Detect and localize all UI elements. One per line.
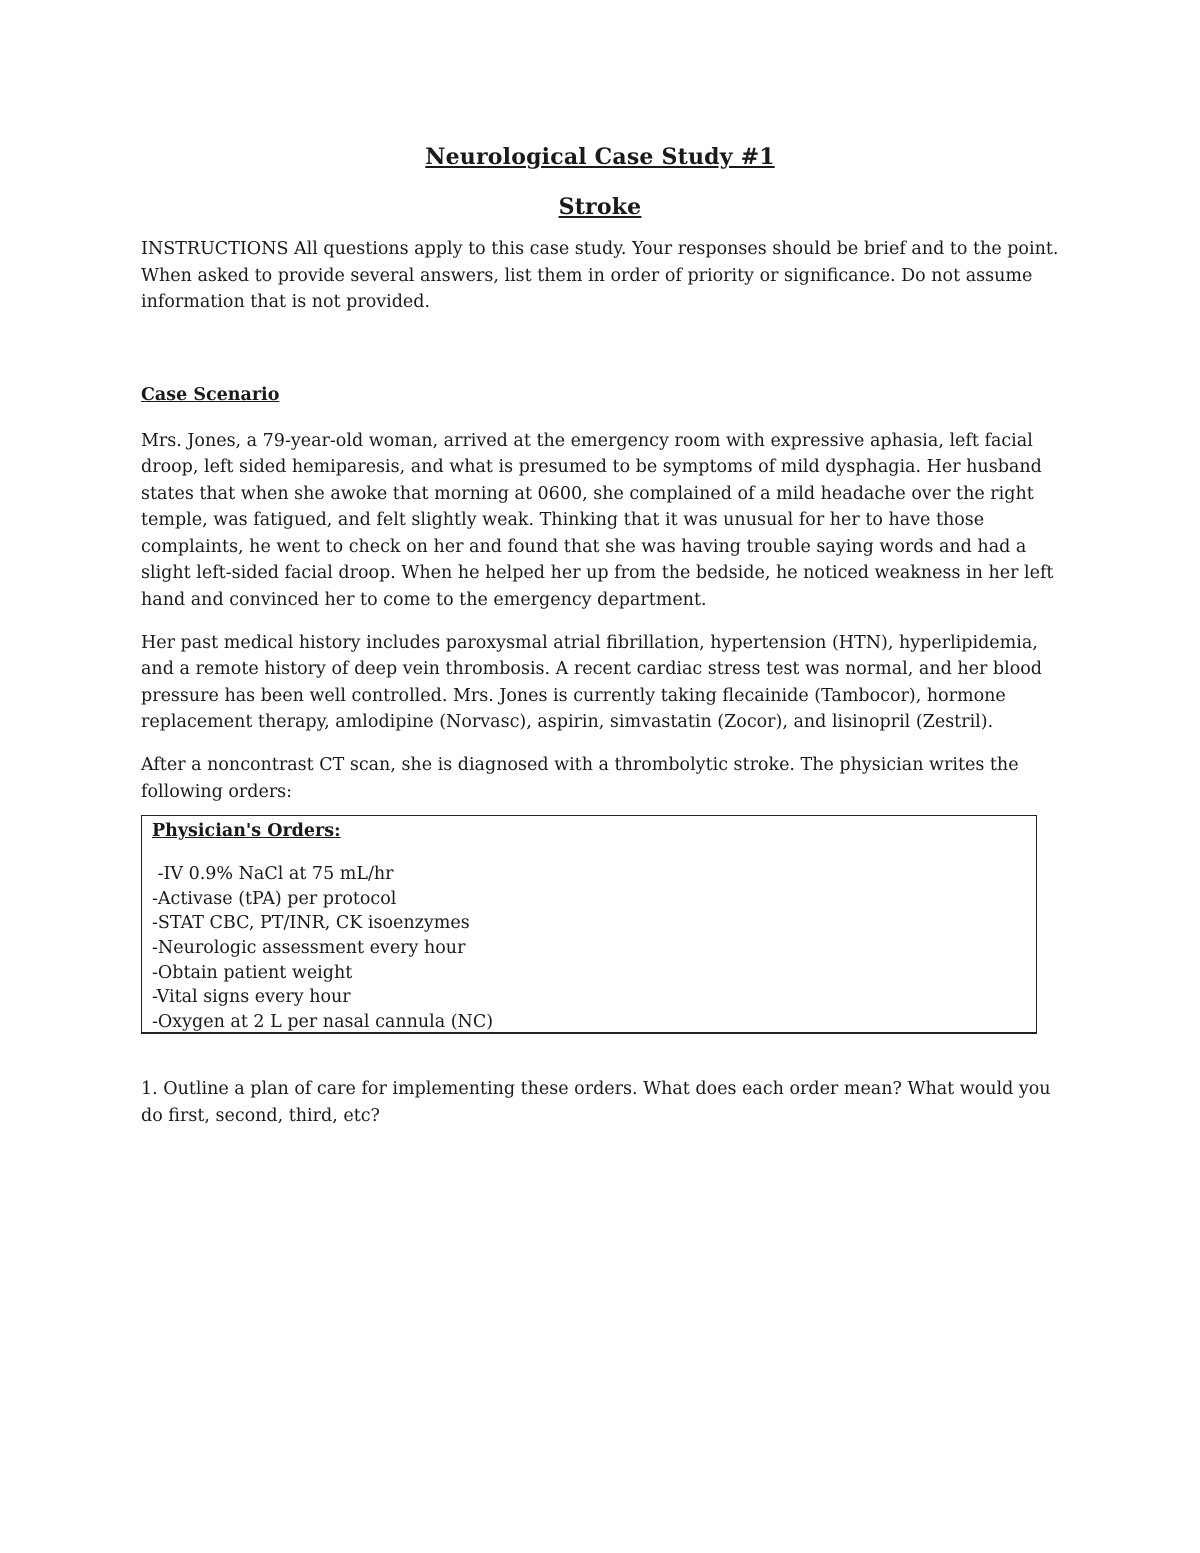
orders-heading: Physician's Orders: (152, 821, 341, 842)
order-item: -Neurologic assessment every hour (152, 938, 466, 958)
instructions-text: INSTRUCTIONS All questions apply to this case study. Your responses should be brief and to the point. When asked to provide several answers, list them in order of priority or significance. Do not assume information that is not provided. (141, 239, 1059, 312)
order-item: -Oxygen at 2 L per nasal cannula (NC) (152, 1011, 494, 1032)
order-item: -Vital signs every hour (152, 987, 351, 1008)
document-page (141, 140, 1059, 1129)
order-item: -IV 0.9% NaCl at 75 mL/hr (152, 864, 394, 885)
order-item: -STAT CBC, PT/INR, CK isoenzymes (152, 913, 470, 934)
question-1: 1. Outline a plan of care for implementing these orders. What does each order mean? What would you do first, second, third, etc? (141, 1079, 1051, 1126)
case-paragraph-2: Her past medical history includes paroxysmal atrial fibrillation, hypertension (HTN), hyperlipidemia, and a remote history of deep vein thrombosis. A recent cardiac stress test was normal, and her blood pressure has been well controlled. Mrs. Jones is currently taking flecainide (Tambocor), hormone replacement therapy, amlodipine (Norvasc), aspirin, simvastatin (Zocor), and lisinopril (Zestril). (141, 632, 1042, 733)
case-paragraph-1: Mrs. Jones, a 79-year-old woman, arrived at the emergency room with expressive aphasia, left facial droop, left sided hemiparesis, and what is presumed to be symptoms of mild dysphagia. Her husband states that when she awoke that morning at 0600, she complained of a mild headache over the right temple, was fatigued, and felt slightly weak. Thinking that it was unusual for her to have those complaints, he went to check on her and found that she was having trouble saying words and had a slight left-sided facial droop. When he helped her up from the bedside, he noticed weakness in her left hand and convinced her to come to the emergency department. (141, 430, 1054, 611)
case-scenario-heading: Case Scenario (141, 384, 280, 405)
page-subtitle: Stroke (558, 194, 642, 220)
order-item: -Obtain patient weight (152, 962, 353, 983)
order-item: -Activase (tPA) per protocol (152, 888, 397, 909)
physician-orders-box (141, 815, 1037, 1034)
page-title: Neurological Case Study #1 (425, 144, 775, 170)
case-paragraph-3: After a noncontrast CT scan, she is diagnosed with a thrombolytic stroke. The physician writes the following orders: (141, 755, 1019, 802)
